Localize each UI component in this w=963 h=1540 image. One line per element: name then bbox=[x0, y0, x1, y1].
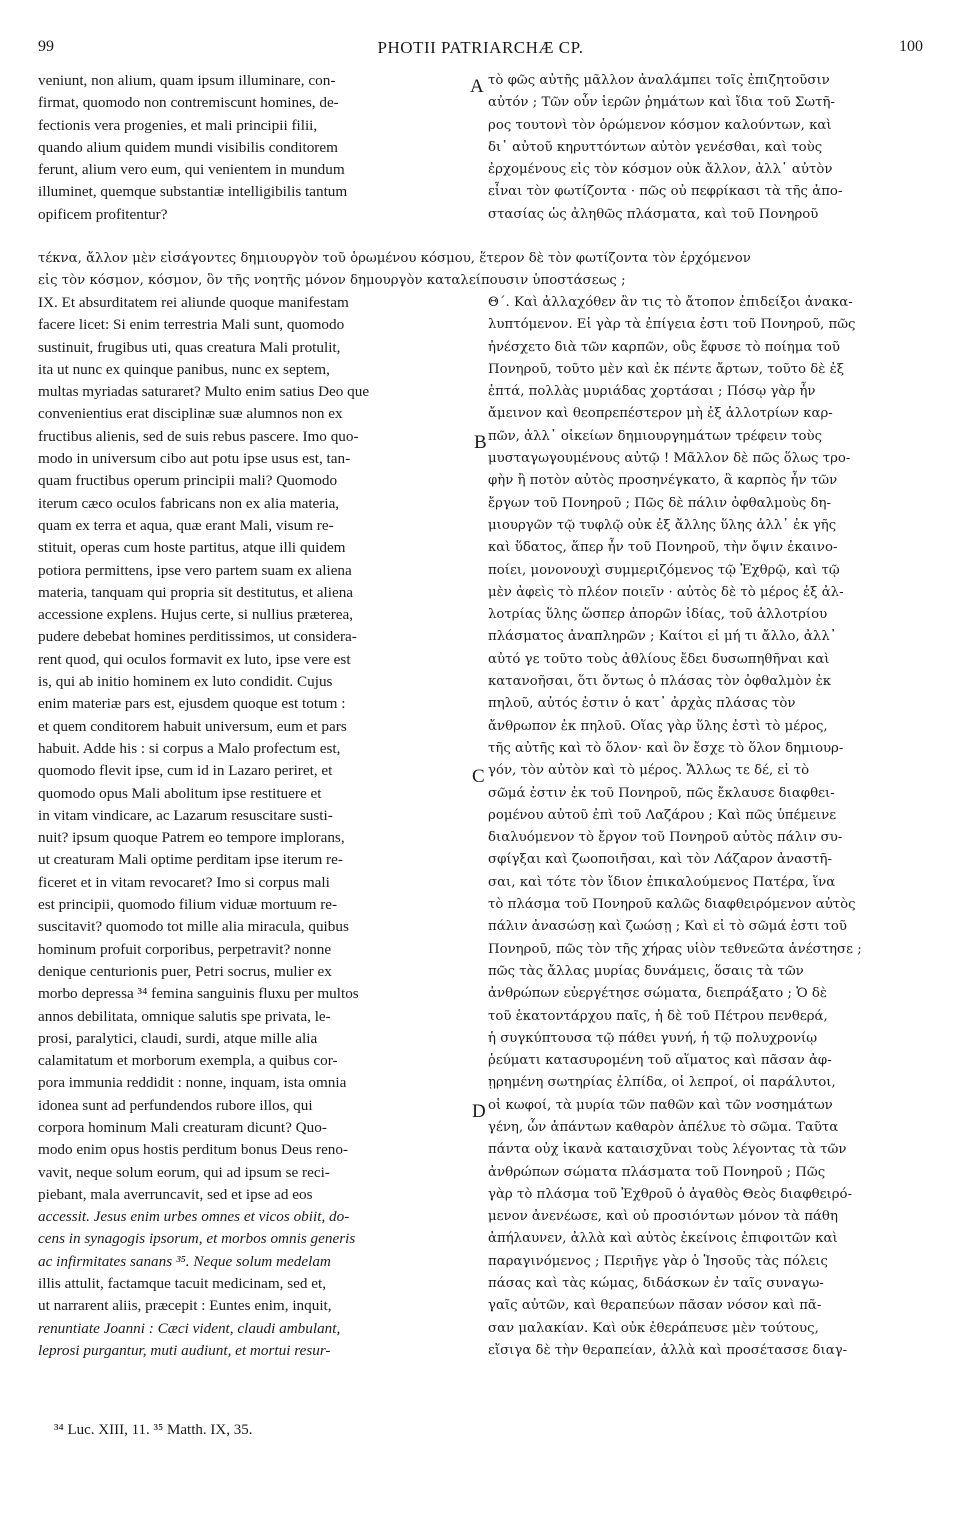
text-line: suscitavit? quomodo tot mille alia miracula, quibus bbox=[38, 918, 349, 936]
text-line: multas myriadas saturaret? Multo enim satius Deo que bbox=[38, 383, 370, 401]
text-line: μυσταγωγουμένους αὐτῷ ! Μᾶλλον δὲ πῶς ὅλως τρο- bbox=[488, 451, 851, 467]
text-line: πάλιν ἀνασώσῃ καὶ ζωώσῃ ; Καὶ εἰ τὸ σῶμά ἐστι τοῦ bbox=[488, 919, 847, 935]
text-line: ferunt, alium vero eum, qui venientem in mundum bbox=[38, 161, 345, 179]
text-line: δι᾽ αὐτοῦ κηρυττόντων αὐτὸν γενέσθαι, καὶ τοὺς bbox=[488, 139, 823, 155]
text-line: σαι, καὶ τότε τὸν ἴδιον ἐπικαλούμενος Πατέρα, ἵνα bbox=[488, 874, 836, 890]
text-line: convenientius erat disciplinæ suæ alumnos non ex bbox=[38, 405, 343, 423]
text-line: μὲν ἀφεὶς τὸ πλέον ποιεῖν · αὐτὸς δὲ τὸ μέρος ἐξ ἀλ- bbox=[488, 584, 844, 600]
greek-column-main bbox=[488, 292, 924, 1362]
greek-column-top bbox=[488, 70, 924, 226]
text-line: ἔργων τοῦ Πονηροῦ ; Πῶς δὲ πάλιν ὀφθαλμοὺς δη- bbox=[488, 495, 831, 511]
text-line: sustinuit, frugibus uti, quas creatura Mali protulit, bbox=[38, 338, 341, 356]
text-line: σαν μαλακίαν. Καὶ οὐκ ἐθεράπευσε μὲν τούτους, bbox=[488, 1320, 819, 1336]
text-line: materia, tanquam qui propria sit destitutus, et aliena bbox=[38, 583, 354, 601]
footnotes: ³⁴ Luc. XIII, 11. ³⁵ Matth. IX, 35. bbox=[54, 1422, 253, 1438]
text-line: πηλοῦ, αὐτός ἐστιν ὁ κατ᾽ ἀρχὰς πλάσας τὸν bbox=[488, 696, 796, 712]
margin-marker-d: D bbox=[472, 1101, 486, 1122]
text-line: ῥεύματι κατασυρομένη τοῦ αἵματος καὶ πᾶσαν ἀφ- bbox=[488, 1053, 832, 1069]
text-line: ut creaturam Mali optime perditam ipse iterum re- bbox=[38, 851, 343, 869]
text-line: ρομένου αὐτοῦ ἐπὶ τοῦ Λαζάρου ; Καὶ πῶς ὑπέμεινε bbox=[488, 807, 837, 823]
text-line: τοῦ ἑκατοντάρχου παῖς, ἡ δὲ τοῦ Πέτρου πενθερά, bbox=[488, 1008, 828, 1024]
text-line: hominum profuit corporibus, perpetravit? nonne bbox=[38, 940, 332, 958]
text-line: et quem conditorem habuit universum, eum et pars bbox=[38, 717, 347, 735]
text-line: κατανοῆσαι, ὅτι ὄντως ὁ πλάσας τὸν ὀφθαλμὸν ἐκ bbox=[488, 674, 832, 690]
text-line: γόν, τὸν αὐτὸν καὶ τὸ μέρος. Ἄλλως τε δέ, εἰ τὸ bbox=[488, 763, 810, 779]
text-line: διαλυόμενον τὸ ἔργον τοῦ Πονηροῦ αὐτὸς πάλιν συ- bbox=[488, 830, 843, 846]
text-line: calamitatum et morborum exempla, a quibus cor- bbox=[38, 1052, 338, 1070]
text-line: modo enim opus hostis perditum bonus Deus reno- bbox=[38, 1141, 349, 1159]
text-line: ἄμεινον καὶ θεοπρεπέστερον μὴ ἐξ ἀλλοτρίων καρ- bbox=[488, 406, 833, 422]
text-line: veniunt, non alium, quam ipsum illuminare, con- bbox=[38, 72, 336, 89]
text-line: ποίει, μονονουχὶ συμμεριζόμενος τῷ Ἐχθρῷ, καὶ τῷ bbox=[488, 562, 840, 578]
text-line: annos debilitata, omnique salutis spe privata, le- bbox=[38, 1007, 331, 1025]
text-line: ῃρημένη σωτηρίας ἐλπίδα, οἱ λεπροί, οἱ παράλυτοι, bbox=[488, 1075, 836, 1091]
text-line: πῶν, ἀλλ᾽ οἰκείων δημιουργημάτων τρέφειν τοὺς bbox=[488, 428, 823, 444]
text-line: quando alium quidem mundi visibilis conditorem bbox=[38, 138, 338, 156]
text-line: denique centurionis puer, Petri socrus, mulier ex bbox=[38, 962, 332, 980]
text-line: ita ut nunc ex quinque panibus, nunc ex septem, bbox=[38, 360, 330, 378]
text-line: ἀπήλαυνεν, ἀλλὰ καὶ αὐτὸς ἐκείνοις ἐπιφοιτῶν καὶ bbox=[488, 1231, 838, 1247]
text-line: quomodo flevit ipse, cum id in Lazaro periret, et bbox=[38, 762, 333, 780]
text-line: εἰς τὸν κόσμον, κόσμον, ὃν τῆς νοητῆς μόνον δημουργὸν καταλείπουσιν ὑποστάσεως ; bbox=[38, 273, 626, 289]
text-line: corpora hominum Mali creaturam dicunt? Quo- bbox=[38, 1118, 327, 1136]
text-line: enim materiæ pars est, ejusdem quoque est totum : bbox=[38, 695, 346, 713]
text-line: αὐτό γε τοῦτο τοὺς ἀθλίους ἔδει δυσωπηθῆναι καὶ bbox=[488, 651, 830, 667]
text-line: Θ΄. Καὶ ἀλλαχόθεν ἂν τις τὸ ἄτοπον ἐπιδείξοι ἀνακα- bbox=[488, 295, 853, 310]
text-line: quam ex terra et aqua, quæ erant Mali, visum re- bbox=[38, 516, 334, 534]
text-line: ut narrarent aliis, præcepit : Euntes enim, inquit, bbox=[38, 1297, 332, 1315]
text-line: firmat, quomodo non contremiscunt homines, de- bbox=[38, 94, 339, 112]
text-line: stituit, operas cum hoste partitus, atque illi quidem bbox=[38, 539, 346, 557]
text-line: ἀνθρώπων σώματα πλάσματα τοῦ Πονηροῦ ; Πῶς bbox=[488, 1164, 826, 1180]
text-line: ἐρχομένους εἰς τὸν κόσμον οὐκ ἄλλον, ἀλλ᾽ αὐτὸν bbox=[488, 162, 833, 178]
text-line: fectionis vera progenies, et mali principii filii, bbox=[38, 116, 318, 134]
text-line: pudere debebat homines perditissimos, ut considera- bbox=[38, 628, 357, 646]
page-number-left: 99 bbox=[38, 38, 54, 55]
text-line: fructibus alienis, sed de suis rebus pascere. Imo quo- bbox=[38, 427, 359, 445]
text-line: ac infirmitates sanans ³⁵. Neque solum medelam bbox=[38, 1252, 331, 1270]
text-line: habuit. Adde his : si corpus a Malo profectum est, bbox=[38, 739, 341, 757]
text-line: στασίας ὡς ἀληθῶς πλάσματα, καὶ τοῦ Πονηροῦ bbox=[488, 206, 819, 222]
text-line: καὶ ὕδατος, ἅπερ ἦν τοῦ Πονηροῦ, τὴν ὄψιν ἐκαινο- bbox=[488, 540, 838, 556]
text-line: τέκνα, ἄλλον μὲν εἰσάγοντες δημιουργὸν τοῦ ὁρωμένου κόσμου, ἕτερον δὲ τὸν φωτίζοντα τὸν ἐρχόμενον bbox=[38, 251, 751, 266]
text-line: ἄνθρωπον ἐκ πηλοῦ. Οἵας γὰρ ὕλης ἐστὶ τὸ μέρος, bbox=[488, 718, 828, 734]
text-line: ἡ συγκύπτουσα τῷ πάθει γυνή, ἡ τῷ πολυχρονίῳ bbox=[488, 1030, 818, 1046]
text-line: is, qui ab initio hominem ex luto condidit. Cujus bbox=[38, 673, 333, 691]
text-line: πλάσματος ἀναπληρῶν ; Καίτοι εἰ μή τι ἄλλο, ἀλλ᾽ bbox=[488, 629, 837, 645]
text-line: ρος τουτονὶ τὸν ὁρώμενον κόσμον καλούντων, καὶ bbox=[488, 117, 832, 133]
text-line: εἶναι τὸν φωτίζοντα · πῶς οὐ πεφρίκασι τὰ τῆς ἀπο- bbox=[488, 184, 843, 200]
page-number-right: 100 bbox=[899, 38, 923, 55]
text-line: αὐτόν ; Τῶν οὖν ἱερῶν ῥημάτων καὶ ἴδια τοῦ Σωτῆ- bbox=[488, 95, 835, 111]
text-line: τῆς αὐτῆς καὶ τὸ ὅλον· καὶ ὃν ἔσχε τὸ ὅλον δημιουρ- bbox=[488, 740, 844, 756]
text-line: quomodo opus Mali abolitum ipse restituere et bbox=[38, 784, 322, 802]
text-line: prosi, paralytici, claudi, surdi, atque mille alia bbox=[38, 1029, 318, 1047]
text-line: vavit, neque solum eorum, qui ad ipsum se reci- bbox=[38, 1163, 330, 1181]
text-line: leprosi purgantur, muti audiunt, et mortui resur- bbox=[38, 1341, 331, 1359]
text-line: παραγινόμενος ; Περιῆγε γὰρ ὁ Ἰησοῦς τὰς πόλεις bbox=[488, 1253, 828, 1269]
text-line: nuit? ipsum quoque Patrem eo tempore implorans, bbox=[38, 829, 345, 847]
text-line: renuntiate Joanni : Cæci vident, claudi ambulant, bbox=[38, 1319, 341, 1337]
text-line: opificem profitentur? bbox=[38, 205, 168, 223]
text-line: cens in synagogis ipsorum, et morbos omnis generis bbox=[38, 1230, 356, 1248]
text-line: accessit. Jesus enim urbes omnes et vicos obiit, do- bbox=[38, 1208, 350, 1226]
text-line: πάντα οὐχ ἱκανὰ καταισχῦναι τοὺς λέγοντας τὰ τῶν bbox=[488, 1142, 847, 1158]
text-line: quam fructibus operum principii mali? Quomodo bbox=[38, 472, 338, 490]
text-line: est principii, quomodo filium viduæ mortuum re- bbox=[38, 896, 338, 914]
text-line: γαῖς αὐτῶν, καὶ θεραπεύων πᾶσαν νόσον καὶ πᾶ- bbox=[488, 1298, 822, 1314]
text-line: illis attulit, factamque tacuit medicinam, sed et, bbox=[38, 1275, 327, 1293]
margin-marker-b: B bbox=[474, 432, 487, 453]
text-line: ficeret et in vitam revocaret? Imo si corpus mali bbox=[38, 873, 330, 891]
text-line: μιουργῶν τῷ τυφλῷ οὐκ ἐξ ἄλλης ὕλης ἀλλ᾽ ἐκ γῆς bbox=[488, 517, 837, 533]
text-line: Πονηροῦ, πῶς τὸν τῆς χήρας υἱὸν τεθνεῶτα ἀνέστησε ; bbox=[488, 941, 862, 957]
margin-marker-c: C bbox=[472, 766, 485, 787]
text-line: γένη, ὧν ἁπάντων καθαρὸν ἀπέλυε τὸ σῶμα. Ταῦτα bbox=[488, 1119, 839, 1135]
running-title: PHOTII PATRIARCHÆ CP. bbox=[377, 38, 584, 57]
margin-marker-a: A bbox=[470, 76, 484, 97]
text-line: IX. Et absurditatem rei aliunde quoque manifestam bbox=[38, 294, 349, 311]
text-line: rent quod, qui oculos formavit ex luto, ipse vere est bbox=[38, 650, 351, 668]
greek-spanning-lines bbox=[38, 248, 928, 293]
text-line: οἱ κωφοί, τὰ μυρία τῶν παθῶν καὶ τῶν νοσημάτων bbox=[488, 1097, 833, 1113]
text-line: in vitam vindicare, ac Lazarum resuscitare susti- bbox=[38, 806, 333, 824]
text-line: φὴν ἢ ποτὸν αὐτὸς προσηνέγκατο, ἃ καρπὸς ἦν τῶν bbox=[488, 473, 838, 489]
text-line: ἀνθρώπων εὐεργέτησε σώματα, διεπράξατο ; Ὁ δὲ bbox=[488, 986, 828, 1002]
text-line: γὰρ τὸ πλάσμα τοῦ Ἐχθροῦ ὁ ἀγαθὸς Θεὸς διαφθειρό- bbox=[488, 1186, 853, 1202]
text-line: ἠνέσχετο διὰ τῶν καρπῶν, οὓς ἔφυσε τὸ ποίημα τοῦ bbox=[488, 339, 840, 355]
text-line: ἑπτά, πολλὰς μυριάδας χορτάσαι ; Πόσῳ γὰρ ἦν bbox=[488, 384, 816, 400]
text-line: πῶς τὰς ἄλλας μυρίας δυνάμεις, ὅσαις τὰ τῶν bbox=[488, 963, 804, 979]
text-line: modo in universum cibo aut potu ipse usus est, tan- bbox=[38, 450, 351, 468]
text-line: πάσας καὶ τὰς κώμας, διδάσκων ἐν ταῖς συναγω- bbox=[488, 1276, 824, 1292]
page-header bbox=[38, 38, 923, 62]
text-line: σῶμά ἐστιν ἐκ τοῦ Πονηροῦ, πῶς ἔκλαυσε διαφθει- bbox=[488, 785, 835, 801]
text-line: illuminet, quemque substantiæ intelligibilis tantum bbox=[38, 183, 348, 201]
text-line: τὸ πλάσμα τοῦ Πονηροῦ καλῶς διαφθειρόμενον αὐτὸς bbox=[488, 897, 856, 913]
text-line: accessione explens. Hujus certe, si nullius præterea, bbox=[38, 606, 354, 624]
text-line: facere licet: Si enim terrestria Mali sunt, quomodo bbox=[38, 316, 345, 334]
text-line: pora immunia reddidit : nonne, inquam, ista omnia bbox=[38, 1074, 347, 1092]
text-line: σφίγξαι καὶ ζωοποιῆσαι, καὶ τὸν Λάζαρον ἀναστῆ- bbox=[488, 852, 832, 868]
latin-column-main bbox=[38, 292, 470, 1362]
latin-column-top bbox=[38, 70, 470, 226]
text-line: Πονηροῦ, τοῦτο μὲν καὶ ἐκ πέντε ἄρτων, τοῦτο δὲ ἐξ bbox=[488, 361, 845, 377]
text-line: iterum cæco oculos fabricans non ex alia materia, bbox=[38, 494, 340, 512]
text-line: τὸ φῶς αὐτῆς μᾶλλον ἀναλάμπει τοῖς ἐπιζητοῦσιν bbox=[488, 73, 830, 88]
text-line: idonea sunt ad perfundendos rubore illos, qui bbox=[38, 1096, 313, 1114]
text-line: εἴσιγα δὲ τὴν θεραπείαν, ἀλλὰ καὶ προσέτασσε διαγ- bbox=[488, 1342, 848, 1358]
text-line: piebant, mala averruncavit, sed et ipse ad eos bbox=[38, 1185, 313, 1203]
text-line: λυπτόμενον. Εἰ γὰρ τὰ ἐπίγεια ἐστι τοῦ Πονηροῦ, πῶς bbox=[488, 317, 856, 333]
text-line: λοτρίας ὕλης ὥσπερ ἀπορῶν ἰδίας, τοῦ ἀλλοτρίου bbox=[488, 607, 828, 623]
text-line: morbo depressa ³⁴ femina sanguinis fluxu per multos bbox=[38, 985, 359, 1003]
text-line: μενον ἀνενέωσε, καὶ οὐ προσιόντων μόνον τὰ πάθη bbox=[488, 1209, 838, 1225]
text-line: potiora permittens, ipse vero partem suam ex aliena bbox=[38, 561, 352, 579]
